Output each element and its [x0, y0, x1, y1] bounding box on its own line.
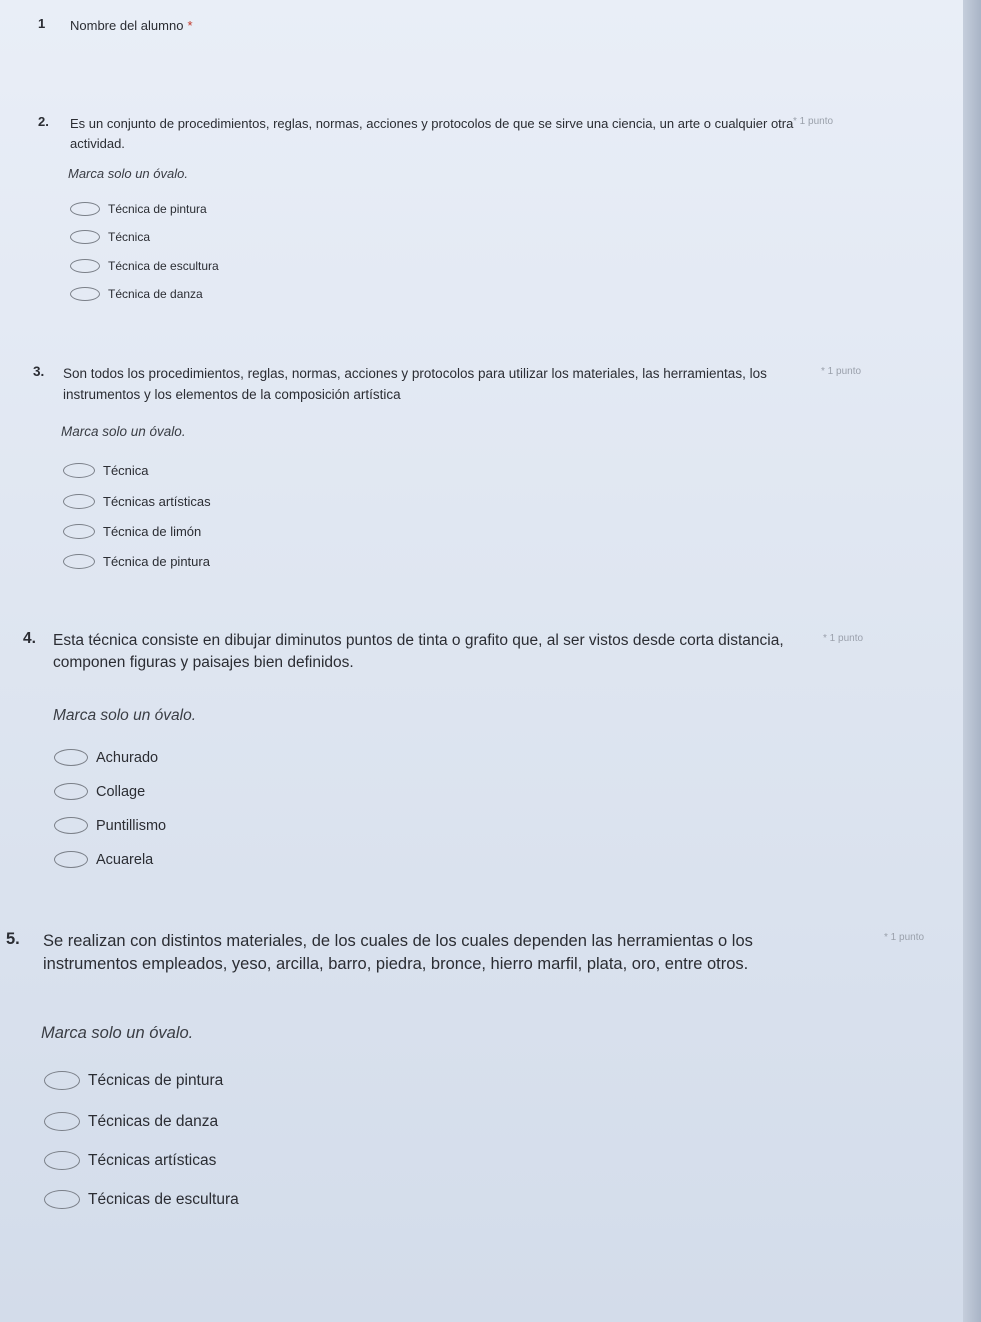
- radio-oval[interactable]: [54, 749, 88, 766]
- radio-oval[interactable]: [44, 1151, 80, 1170]
- option-label: Técnicas artísticas: [103, 494, 211, 509]
- option-label: Técnica de danza: [108, 287, 203, 301]
- question-number: 5.: [6, 930, 20, 948]
- question-number: 4.: [23, 630, 36, 647]
- option-label: Collage: [96, 783, 146, 800]
- question-label: Nombre del alumno: [70, 18, 184, 33]
- instruction-text: Marca solo un óvalo.: [68, 166, 188, 181]
- option-label: Puntillismo: [96, 817, 167, 834]
- question-title: Son todos los procedimientos, reglas, normas, acciones y protocolos para utilizar los materiales, las herramientas, los instrumentos y los elementos de la composición artística: [63, 366, 767, 402]
- question-title: Se realizan con distintos materiales, de los cuales de los cuales dependen las herramientas o los instrumentos empleados, yeso, arcilla, barro, piedra, bronce, hierro marfil, plata, oro, entre otros.: [43, 932, 753, 974]
- option-item[interactable]: [44, 1190, 239, 1209]
- option-item[interactable]: [54, 749, 158, 766]
- option-item[interactable]: [44, 1071, 223, 1090]
- option-item[interactable]: [63, 554, 210, 569]
- option-item[interactable]: [44, 1112, 218, 1131]
- option-label: Técnica: [103, 463, 149, 478]
- option-label: Técnica de pintura: [103, 554, 210, 569]
- radio-oval[interactable]: [63, 463, 95, 478]
- question-title: [70, 16, 193, 36]
- question-number: 3.: [33, 364, 45, 379]
- instruction-text: Marca solo un óvalo.: [53, 707, 197, 724]
- option-label: Técnicas de escultura: [88, 1190, 239, 1208]
- option-label: Técnicas de danza: [88, 1112, 219, 1130]
- question-title: Es un conjunto de procedimientos, reglas, normas, acciones y protocolos de que se sirve una ciencia, un arte o cualquier otra actividad.: [70, 116, 794, 152]
- option-label: Achurado: [96, 749, 159, 766]
- option-label: Acuarela: [96, 851, 154, 868]
- radio-oval[interactable]: [63, 494, 95, 509]
- required-asterisk: *: [187, 18, 193, 33]
- page-edge-shadow: [963, 0, 981, 1322]
- option-item[interactable]: [54, 851, 153, 868]
- option-item[interactable]: [70, 202, 207, 216]
- option-label: Técnica de limón: [103, 524, 202, 539]
- points-label: * 1 punto: [821, 366, 862, 377]
- option-item[interactable]: [63, 494, 211, 509]
- radio-oval[interactable]: [70, 202, 100, 216]
- option-label: Técnicas de pintura: [88, 1071, 224, 1089]
- option-item[interactable]: [44, 1151, 216, 1170]
- instruction-text: Marca solo un óvalo.: [61, 424, 186, 439]
- option-item[interactable]: [70, 230, 150, 244]
- radio-oval[interactable]: [44, 1112, 80, 1131]
- option-label: Técnica: [108, 230, 151, 244]
- option-label: Técnica de pintura: [108, 202, 207, 216]
- question-number: 1: [38, 16, 46, 31]
- points-label: * 1 punto: [884, 932, 925, 943]
- question-number: 2.: [38, 114, 49, 129]
- option-item[interactable]: [63, 463, 149, 478]
- instruction-text: Marca solo un óvalo.: [41, 1024, 194, 1042]
- radio-oval[interactable]: [54, 817, 88, 834]
- radio-oval[interactable]: [70, 259, 100, 273]
- points-label: * 1 punto: [823, 633, 864, 644]
- radio-oval[interactable]: [70, 287, 100, 301]
- option-label: Técnica de escultura: [108, 259, 219, 273]
- option-item[interactable]: [63, 524, 201, 539]
- radio-oval[interactable]: [54, 851, 88, 868]
- option-label: Técnicas artísticas: [88, 1151, 217, 1169]
- radio-oval[interactable]: [44, 1190, 80, 1209]
- option-item[interactable]: [54, 817, 166, 834]
- radio-oval[interactable]: [63, 524, 95, 539]
- radio-oval[interactable]: [54, 783, 88, 800]
- question-title: Esta técnica consiste en dibujar diminutos puntos de tinta o grafito que, al ser vistos desde corta distancia, componen figuras y paisajes bien definidos.: [53, 632, 784, 672]
- option-item[interactable]: [70, 287, 203, 301]
- option-item[interactable]: [54, 783, 145, 800]
- radio-oval[interactable]: [70, 230, 100, 244]
- radio-oval[interactable]: [63, 554, 95, 569]
- radio-oval[interactable]: [44, 1071, 80, 1090]
- option-item[interactable]: [70, 259, 219, 273]
- points-label: * 1 punto: [793, 116, 834, 127]
